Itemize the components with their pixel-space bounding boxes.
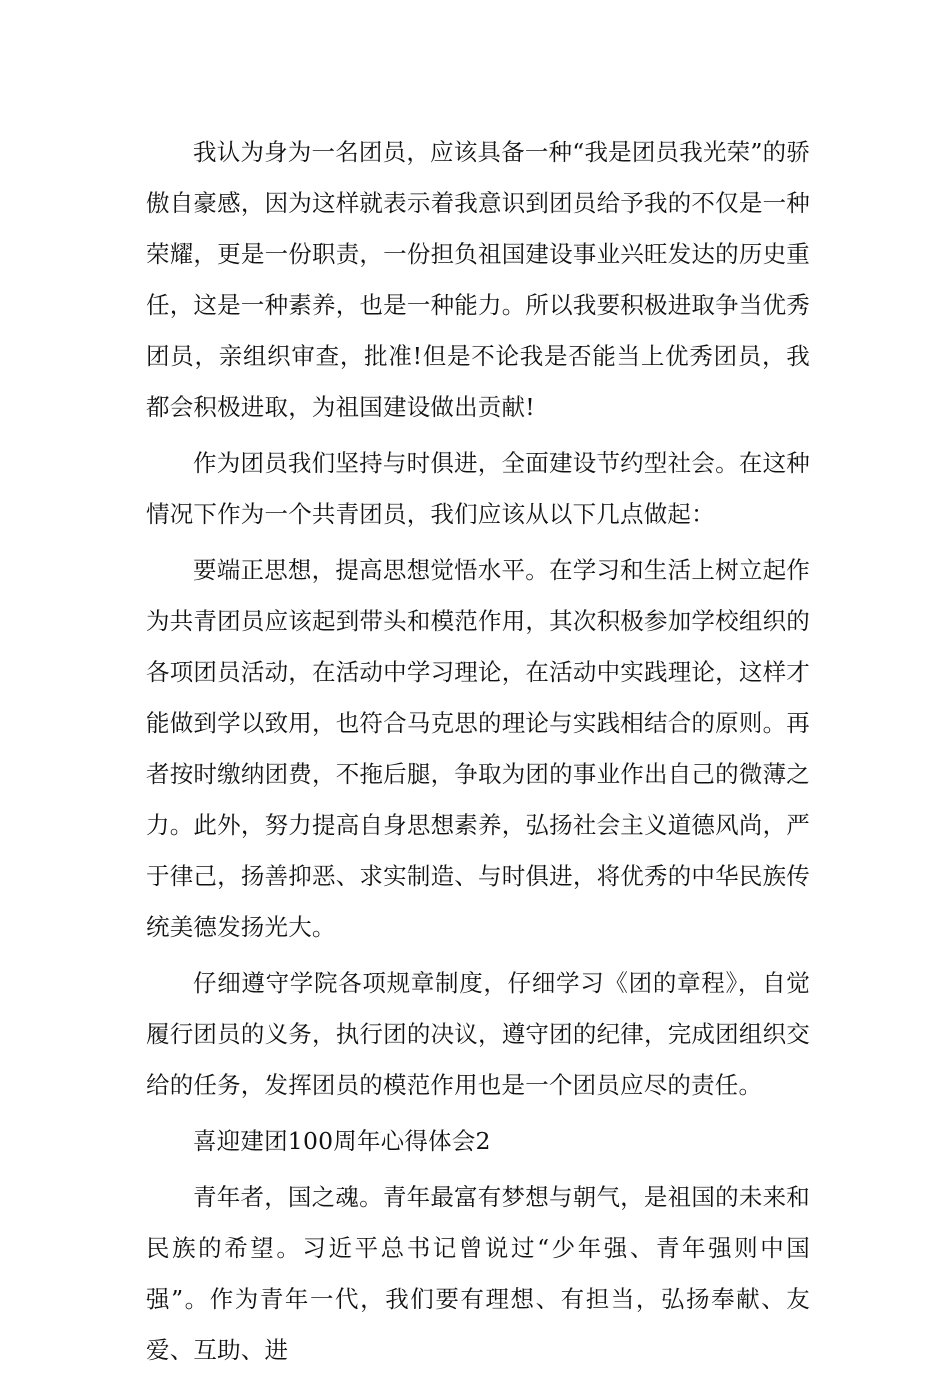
- document-body: [146, 127, 810, 1381]
- paragraph-3: 要端正思想，提高思想觉悟水平。在学习和生活上树立起作为共青团员应该起到带头和模范作用，其次积极参加学校组织的各项团员活动，在活动中学习理论，在活动中实践理论，这样才能做到学以致用，也符合马克思的理论与实践相结合的原则。再者按时缴纳团费，不拖后腿，争取为团的事业作出自己的微薄之力。此外，努力提高自身思想素养，弘扬社会主义道德风尚，严于律己，扬善抑恶、求实制造、与时俱进，将优秀的中华民族传统美德发扬光大。: [146, 556, 810, 941]
- paragraph-5: 青年者，国之魂。青年最富有梦想与朝气，是祖国的未来和民族的希望。习近平总书记曾说过“少年强、青年强则中国强”。作为青年一代，我们要有理想、有担当，弘扬奉献、友爱、互助、进: [146, 1183, 810, 1364]
- paragraph-4: 仔细遵守学院各项规章制度，仔细学习《团的章程》，自觉履行团员的义务，执行团的决议，遵守团的纪律，完成团组织交给的任务，发挥团员的模范作用也是一个团员应尽的责任。: [146, 969, 810, 1099]
- paragraph-2: 作为团员我们坚持与时俱进，全面建设节约型社会。在这种情况下作为一个共青团员，我们应该从以下几点做起：: [146, 449, 810, 528]
- paragraph-1: 我认为身为一名团员，应该具备一种“我是团员我光荣”的骄傲自豪感，因为这样就表示着我意识到团员给予我的不仅是一种荣耀，更是一份职责，一份担负祖国建设事业兴旺发达的历史重任，这是一种素养，也是一种能力。所以我要积极进取争当优秀团员，亲组织审查，批准!但是不论我是否能当上优秀团员，我都会积极进取，为祖国建设做出贡献!: [146, 138, 810, 421]
- section-title: 喜迎建团100周年心得体会2: [193, 1127, 491, 1155]
